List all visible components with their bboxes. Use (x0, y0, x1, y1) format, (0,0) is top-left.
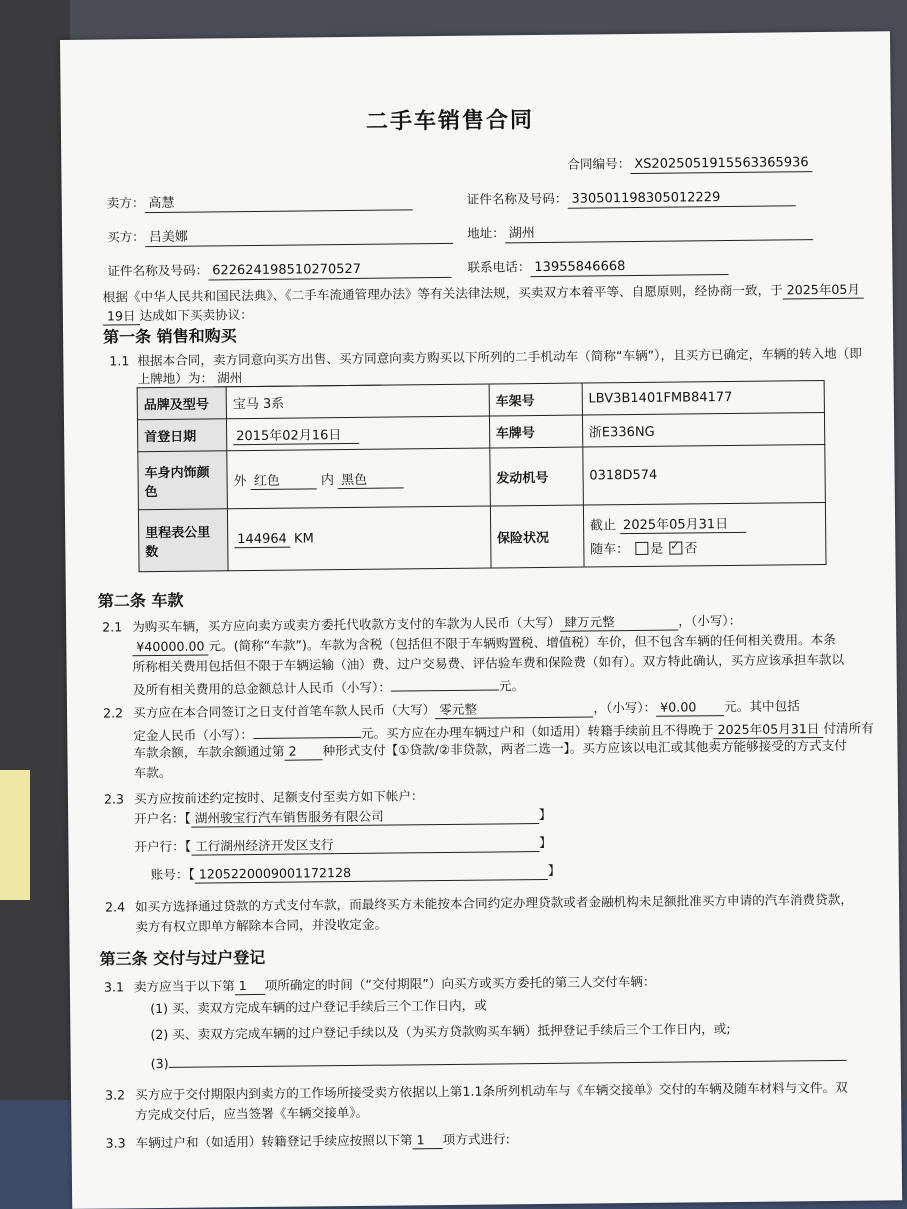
clause-3-1-line1: 卖方应当于以下第 1 项所确定的时间（“交付期限”）向买方或买方委托的第三人交付车辆： (133, 973, 656, 995)
balance-due-date: 2025年05月31日 (713, 721, 823, 739)
exterior-color: 红色 (251, 469, 317, 490)
vin-value: LBV3B1401FMB84177 (582, 381, 825, 416)
color-label: 车身内饰颜色 (138, 451, 228, 510)
insurance-cell: 截止 2025年05月31日 随车： 是 ✓ 否 (583, 503, 826, 568)
interior-color: 黑色 (338, 468, 404, 489)
delivery-option-3: (3) (151, 1046, 847, 1072)
account-number-row: 账号：【 1205220009001172128 】 (150, 862, 561, 883)
brand-label: 品牌及型号 (137, 387, 226, 420)
clause-2-2-line1: 买方应在本合同签订之日支付首笔车款人民币（大写） 零元整 ，（小写）： ¥0.00 元。其中包括 (132, 698, 800, 721)
clause-3-1-number: 3.1 (103, 979, 125, 995)
first-payment-upper: 零元整 (435, 700, 593, 719)
total-price-upper: 肆万元整 (560, 614, 678, 632)
clause-1-1-number: 1.1 (109, 353, 130, 369)
insurance-label: 保险状况 (490, 505, 584, 568)
clause-2-1-line1: 为购买车辆，买方应向卖方或卖方委托代收款方支付的车款为人民币（大写） 肆万元整 ，（小写）： (132, 612, 742, 635)
document-title: 二手车销售合同 (365, 108, 535, 135)
buyer-address: 湖州 (505, 223, 813, 243)
preamble-line2: 19日 达成如下买卖协议： (103, 307, 253, 326)
bank-row: 开户行：【 工行湖州经济开发区支行 】 (134, 834, 552, 855)
clause-3-2-line1: 买方应于交付期限内到卖方的工作场所接受卖方依据以上第1.1条所列机动车与《车辆交接单》交付的车辆及随车材料与文件。双 (134, 1079, 848, 1103)
clause-2-2-line2: 定金人民币（小写）： 元。买方应在办理车辆过户和（如适用）转籍手续前且不得晚于 2025年05月31日 付清所有 (133, 720, 874, 744)
payment-method: 2 (285, 743, 323, 760)
clause-2-2-line3: 车款余额，车款余额通过第 2 种形式支付【①贷款/②非贷款，两者二选一】。买方应该以电汇或其他卖方能够接受的方式支付 (133, 737, 847, 761)
sticky-note (0, 770, 30, 900)
with-car-yes-checkbox[interactable] (635, 542, 648, 555)
desk-background (0, 0, 70, 1209)
buyer-id-number: 622624198510270527 (208, 261, 451, 281)
seller-id-row: 证件名称及号码： 330501198305012229 (467, 188, 796, 209)
account-number: 1205220009001172128 (195, 863, 548, 884)
clause-3-3-number: 3.3 (105, 1135, 126, 1151)
account-name-row: 开户名：【 湖州骏宝行汽车销售服务有限公司 】 (134, 806, 552, 827)
article-2-heading: 第二条 车款 (97, 590, 184, 611)
registration-cell (226, 416, 489, 451)
preamble-day: 19日 (103, 308, 140, 325)
buyer-row: 买方： 吕美娜 (107, 226, 453, 248)
with-car-no-checkbox[interactable] (669, 542, 682, 555)
clause-3-3-line1: 车辆过户和（如适用）转籍登记手续应按照以下第 1 项方式进行: (135, 1131, 510, 1151)
bank-name: 工行湖州经济开发区支行 (191, 835, 539, 856)
registration-label: 首登日期 (137, 419, 226, 452)
brand-value: 宝马 3系 (226, 384, 489, 419)
engine-label: 发动机号 (490, 447, 584, 506)
vin-label: 车架号 (489, 383, 582, 416)
total-all-amount (391, 675, 499, 691)
mileage-value: 144964 (234, 531, 290, 548)
buyer-id-row: 证件名称及号码： 622624198510270527 (107, 260, 451, 282)
clause-1-1-line1: 根据本合同，卖方同意向买方出售、买方同意向卖方购买以下所列的二手机动车（简称“车辆”），且买方已确定，车辆的转入地（即 (137, 345, 862, 369)
contract-page (60, 31, 902, 1209)
delivery-option-2: (2) 买、卖双方完成车辆的过户登记手续以及（为买方贷款购买车辆）抵押登记手续后三个工作日内，或; (150, 1021, 731, 1043)
clause-2-3-number: 2.3 (103, 791, 125, 807)
registration-value: 2015年02月16日 (233, 423, 359, 444)
buyer-address-row: 地址： 湖州 (467, 222, 813, 244)
clause-2-4-line1: 如买方选择通过贷款的方式支付车款，而最终买方未能按本合同约定办理贷款或者金融机构未足额批准买方申请的汽车消费贷款， (135, 891, 853, 915)
clause-2-2-line4: 车款。 (133, 764, 172, 781)
clause-2-1-line3: 所称相关费用包括但不限于车辆运输（油）费、过户交易费、评估验车费和保险费（如有）。双方特此确认，买方应该承担车款以 (132, 651, 845, 675)
clause-2-4-line2: 卖方有权立即单方解除本合同，并没收定金。 (135, 916, 388, 935)
seller-id-number: 330501198305012229 (567, 189, 795, 208)
deposit-amount (253, 723, 361, 739)
seller-row: 卖方： 高慧 (107, 192, 413, 213)
transfer-item: 1 (413, 1132, 443, 1149)
delivery-option-3-blank (168, 1046, 846, 1068)
clause-2-1-line4: 及所有相关费用的总金额总计人民币（小写）： 元。 (133, 675, 525, 698)
plate-value: 浙E336NG (582, 413, 825, 448)
mileage-label: 里程表公里数 (138, 509, 228, 572)
clause-2-2-number: 2.2 (102, 705, 124, 721)
article-1-heading: 第一条 销售和购买 (103, 326, 237, 347)
total-price-amount: ¥40000.00 (132, 638, 208, 656)
clause-3-2-line2: 方完成交付后，应当签署《车辆交接单》。 (135, 1104, 369, 1123)
color-cell: 外 红色 内 黑色 (227, 448, 490, 509)
clause-2-4-number: 2.4 (105, 899, 126, 915)
account-name: 湖州骏宝行汽车销售服务有限公司 (191, 807, 539, 828)
engine-value: 0318D574 (583, 445, 826, 506)
first-payment-amount: ¥0.00 (656, 699, 724, 717)
clause-2-1-number: 2.1 (102, 619, 123, 635)
buyer-phone-row: 联系电话： 13955846668 (467, 257, 728, 278)
insurance-date: 2025年05月31日 (620, 513, 746, 534)
mileage-cell: 144964 KM (227, 506, 490, 571)
transfer-place: 湖州 (213, 369, 381, 388)
delivery-option-1: (1) 买、卖双方完成车辆的过户登记手续后三个工作日内，或 (150, 997, 487, 1017)
buyer-name: 吕美娜 (145, 227, 453, 247)
clause-2-3-text: 买方应按前述约定按时、足额支付至卖方如下帐户： (133, 788, 424, 807)
buyer-phone: 13955846668 (530, 258, 728, 277)
clause-1-1-line2: 上牌地）为： 湖州 (137, 369, 381, 389)
clause-2-1-line2: ¥40000.00 元。(简称“车款”)。车款为含税（包括但不限于车辆购置税、增值税）车价，但不包含车辆的任何相关费用。本条 (132, 632, 836, 656)
article-3-heading: 第三条 交付与过户登记 (99, 947, 266, 969)
seller-name: 高慧 (144, 193, 412, 213)
delivery-item: 1 (235, 978, 265, 995)
preamble-line1: 根据《中华人民共和国民法典》、《二手车流通管理办法》等有关法律法规，买卖双方本着平等、自愿原则，经协商一致，于 2025年05月 (103, 282, 864, 307)
preamble-date: 2025年05月 (783, 282, 864, 300)
vehicle-info-table (137, 380, 827, 572)
plate-label: 车牌号 (489, 415, 582, 448)
clause-3-2-number: 3.2 (104, 1087, 126, 1103)
contract-number-value: XS2025051915563365936 (630, 155, 812, 174)
contract-number: 合同编号： XS2025051915563365936 (567, 154, 812, 175)
